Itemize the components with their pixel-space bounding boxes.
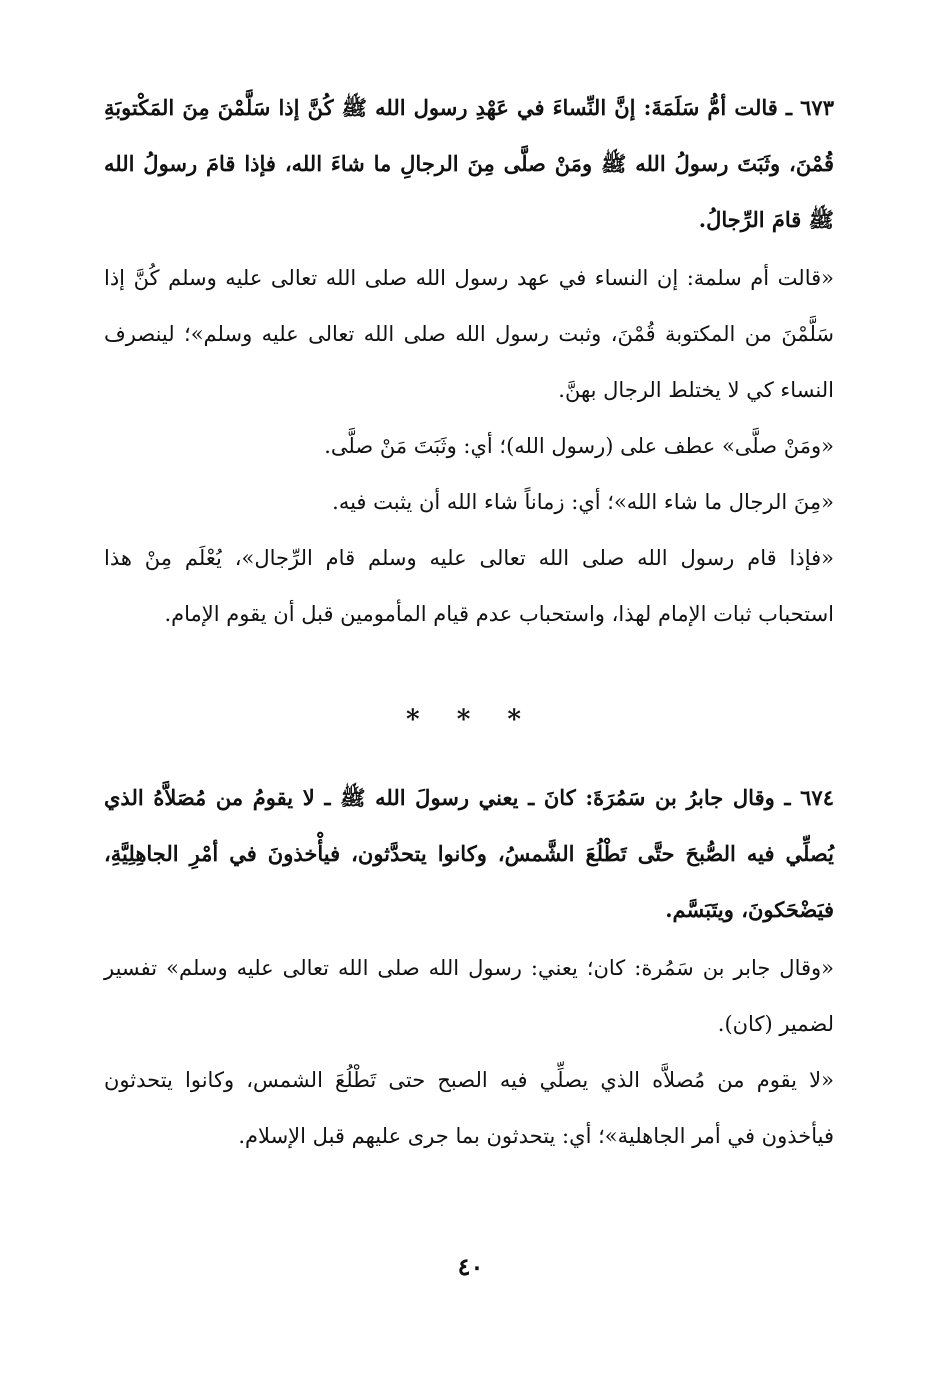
commentary-673-para-4: «فإذا قام رسول الله صلى الله تعالى عليه وسلم قام الرِّجال»، يُعْلَم مِنْ هذا استحباب ثبات الإمام لهذا، واستحباب عدم قيام المأمومين قبل أن يقوم الإمام. [104,546,834,626]
page-number: ٤٠ [457,1252,484,1281]
commentary-673-para-1: «قالت أم سلمة: إن النساء في عهد رسول الله صلى الله تعالى عليه وسلم كُنَّ إذا سَلَّمْنَ من المكتوبة قُمْنَ، وثبت رسول الله صلى الله تعالى عليه وسلم»؛ لينصرف النساء كي لا يختلط الرجال بهنَّ. [104,266,834,402]
commentary-673-para-3: «مِنَ الرجال ما شاء الله»؛ أي: زماناً شاء الله أن يثبت فيه. [332,490,834,514]
commentary-674-para-2: «لا يقوم من مُصلاَّه الذي يصلِّي فيه الصبح حتى تَطْلُعَ الشمس، وكانوا يتحدثون فيأخذون في أمر الجاهلية»؛ أي: يتحدثون بما جرى عليهم قبل الإسلام. [104,1068,834,1148]
hadith-673-text: ٦٧٣ ـ قالت أمُّ سَلَمَةَ: إنَّ النِّساءَ في عَهْدِ رسول الله ﷺ كُنَّ إذا سَلَّمْنَ مِنَ المَكْتوبَةِ قُمْنَ، وثَبَتَ رسولُ الله ﷺ ومَنْ صلَّى مِنَ الرجالِ ما شاءَ الله، فإذا قامَ رسولُ الله ﷺ قامَ الرِّجالُ. [104,95,834,232]
commentary-673-para-2: «ومَنْ صلَّى» عطف على (رسول الله)؛ أي: وثَبَتَ مَنْ صلَّى. [324,434,834,458]
commentary-674-para-1: «وقال جابر بن سَمُرة: كان؛ يعني: رسول الله صلى الله تعالى عليه وسلم» تفسير لضمير (كان). [104,956,834,1036]
section-separator: * * * [406,705,535,735]
hadith-674-text: ٦٧٤ ـ وقال جابرُ بن سَمُرَةَ: كانَ ـ يعني رسولَ الله ﷺ ـ لا يقومُ من مُصَلاَّهُ الذي يُصلِّي فيه الصُّبحَ حتَّى تَطْلُعَ الشَّمسُ، وكانوا يتحدَّثون، فيأْخذونَ في أمْرِ الجاهِلِيَّةِ، فيَضْحَكونَ، ويتَبَسَّم. [104,785,834,922]
